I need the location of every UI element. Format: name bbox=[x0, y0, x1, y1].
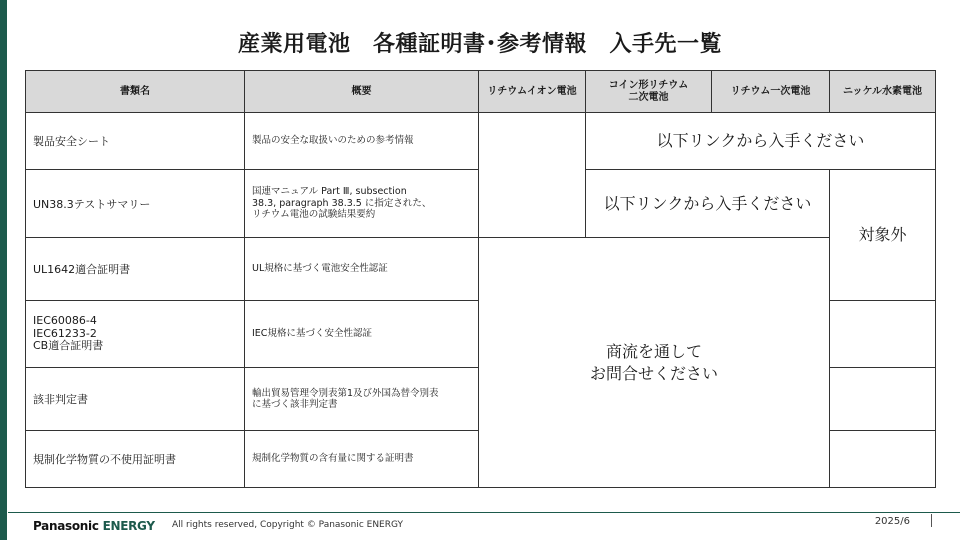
nimh-blank-cell bbox=[830, 301, 936, 368]
summary-line: 38.3, paragraph 38.3.5 に指定された、 bbox=[252, 197, 432, 209]
summary-cell: UL規格に基づく電池安全性認証 bbox=[245, 238, 479, 301]
link-cell-wide: 以下リンクから入手ください bbox=[586, 113, 936, 170]
header-coin-line-2: 二次電池 bbox=[628, 91, 669, 103]
summary-cell: 製品の安全な取扱いのための参考情報 bbox=[245, 113, 479, 170]
page-title: 産業用電池 各種証明書･参考情報 入手先一覧 bbox=[237, 32, 722, 57]
footer-date: 2025/6 bbox=[874, 516, 910, 527]
header-li-ion: リチウムイオン電池 bbox=[479, 71, 586, 113]
table-header-row bbox=[26, 71, 936, 113]
nimh-blank-cell bbox=[830, 368, 936, 431]
doc-name-cell bbox=[26, 301, 245, 368]
brand-name: Panasonic bbox=[33, 519, 99, 533]
summary-line: 国連マニュアル Part Ⅲ, subsection bbox=[252, 186, 407, 198]
summary-cell bbox=[245, 170, 479, 238]
doc-name-line: IEC61233-2 bbox=[33, 326, 97, 340]
table-row bbox=[26, 238, 936, 301]
excluded-cell: 対象外 bbox=[830, 170, 936, 301]
header-doc-name: 書類名 bbox=[26, 71, 245, 113]
header-nimh: ニッケル水素電池 bbox=[830, 71, 936, 113]
copyright-text: All rights reserved, Copyright © Panasonic ENERGY bbox=[172, 520, 404, 530]
summary-line: リチウム電池の試験結果要約 bbox=[252, 209, 376, 221]
header-coin-rechargeable bbox=[586, 71, 712, 113]
header-coin-line-1: コイン形リチウム bbox=[608, 80, 689, 91]
table-row bbox=[26, 113, 936, 170]
doc-name-cell: 該非判定書 bbox=[26, 368, 245, 431]
summary-line: 輸出貿易管理令別表第1及び外国為替令別表 bbox=[252, 387, 439, 399]
link-cell-mid: 以下リンクから入手ください bbox=[586, 170, 830, 238]
summary-cell: IEC規格に基づく安全性認証 bbox=[245, 301, 479, 368]
header-summary: 概要 bbox=[245, 71, 479, 113]
header-li-primary: リチウム一次電池 bbox=[712, 71, 830, 113]
brand-logo bbox=[33, 519, 155, 533]
summary-cell: 規制化学物質の含有量に関する証明書 bbox=[245, 431, 479, 488]
contact-cell bbox=[479, 238, 830, 488]
footer-divider bbox=[8, 512, 960, 513]
doc-name-line: IEC60086-4 bbox=[33, 314, 97, 328]
summary-line: に基づく該非判定書 bbox=[252, 399, 338, 410]
nimh-blank-cell bbox=[830, 431, 936, 488]
contact-line-1: 商流を通して bbox=[605, 341, 702, 361]
summary-cell bbox=[245, 368, 479, 431]
left-accent-bar bbox=[0, 0, 7, 540]
brand-energy: ENERGY bbox=[102, 519, 155, 533]
contact-line-2: お問合せください bbox=[589, 363, 718, 383]
doc-name-cell: UL1642適合証明書 bbox=[26, 238, 245, 301]
doc-name-cell: 規制化学物質の不使用証明書 bbox=[26, 431, 245, 488]
doc-name-cell: 製品安全シート bbox=[26, 113, 245, 170]
doc-name-cell: UN38.3テストサマリー bbox=[26, 170, 245, 238]
certificate-table bbox=[25, 70, 936, 488]
li-ion-blank-cell bbox=[479, 113, 586, 238]
doc-name-line: CB適合証明書 bbox=[33, 339, 104, 353]
footer-separator bbox=[931, 514, 932, 527]
